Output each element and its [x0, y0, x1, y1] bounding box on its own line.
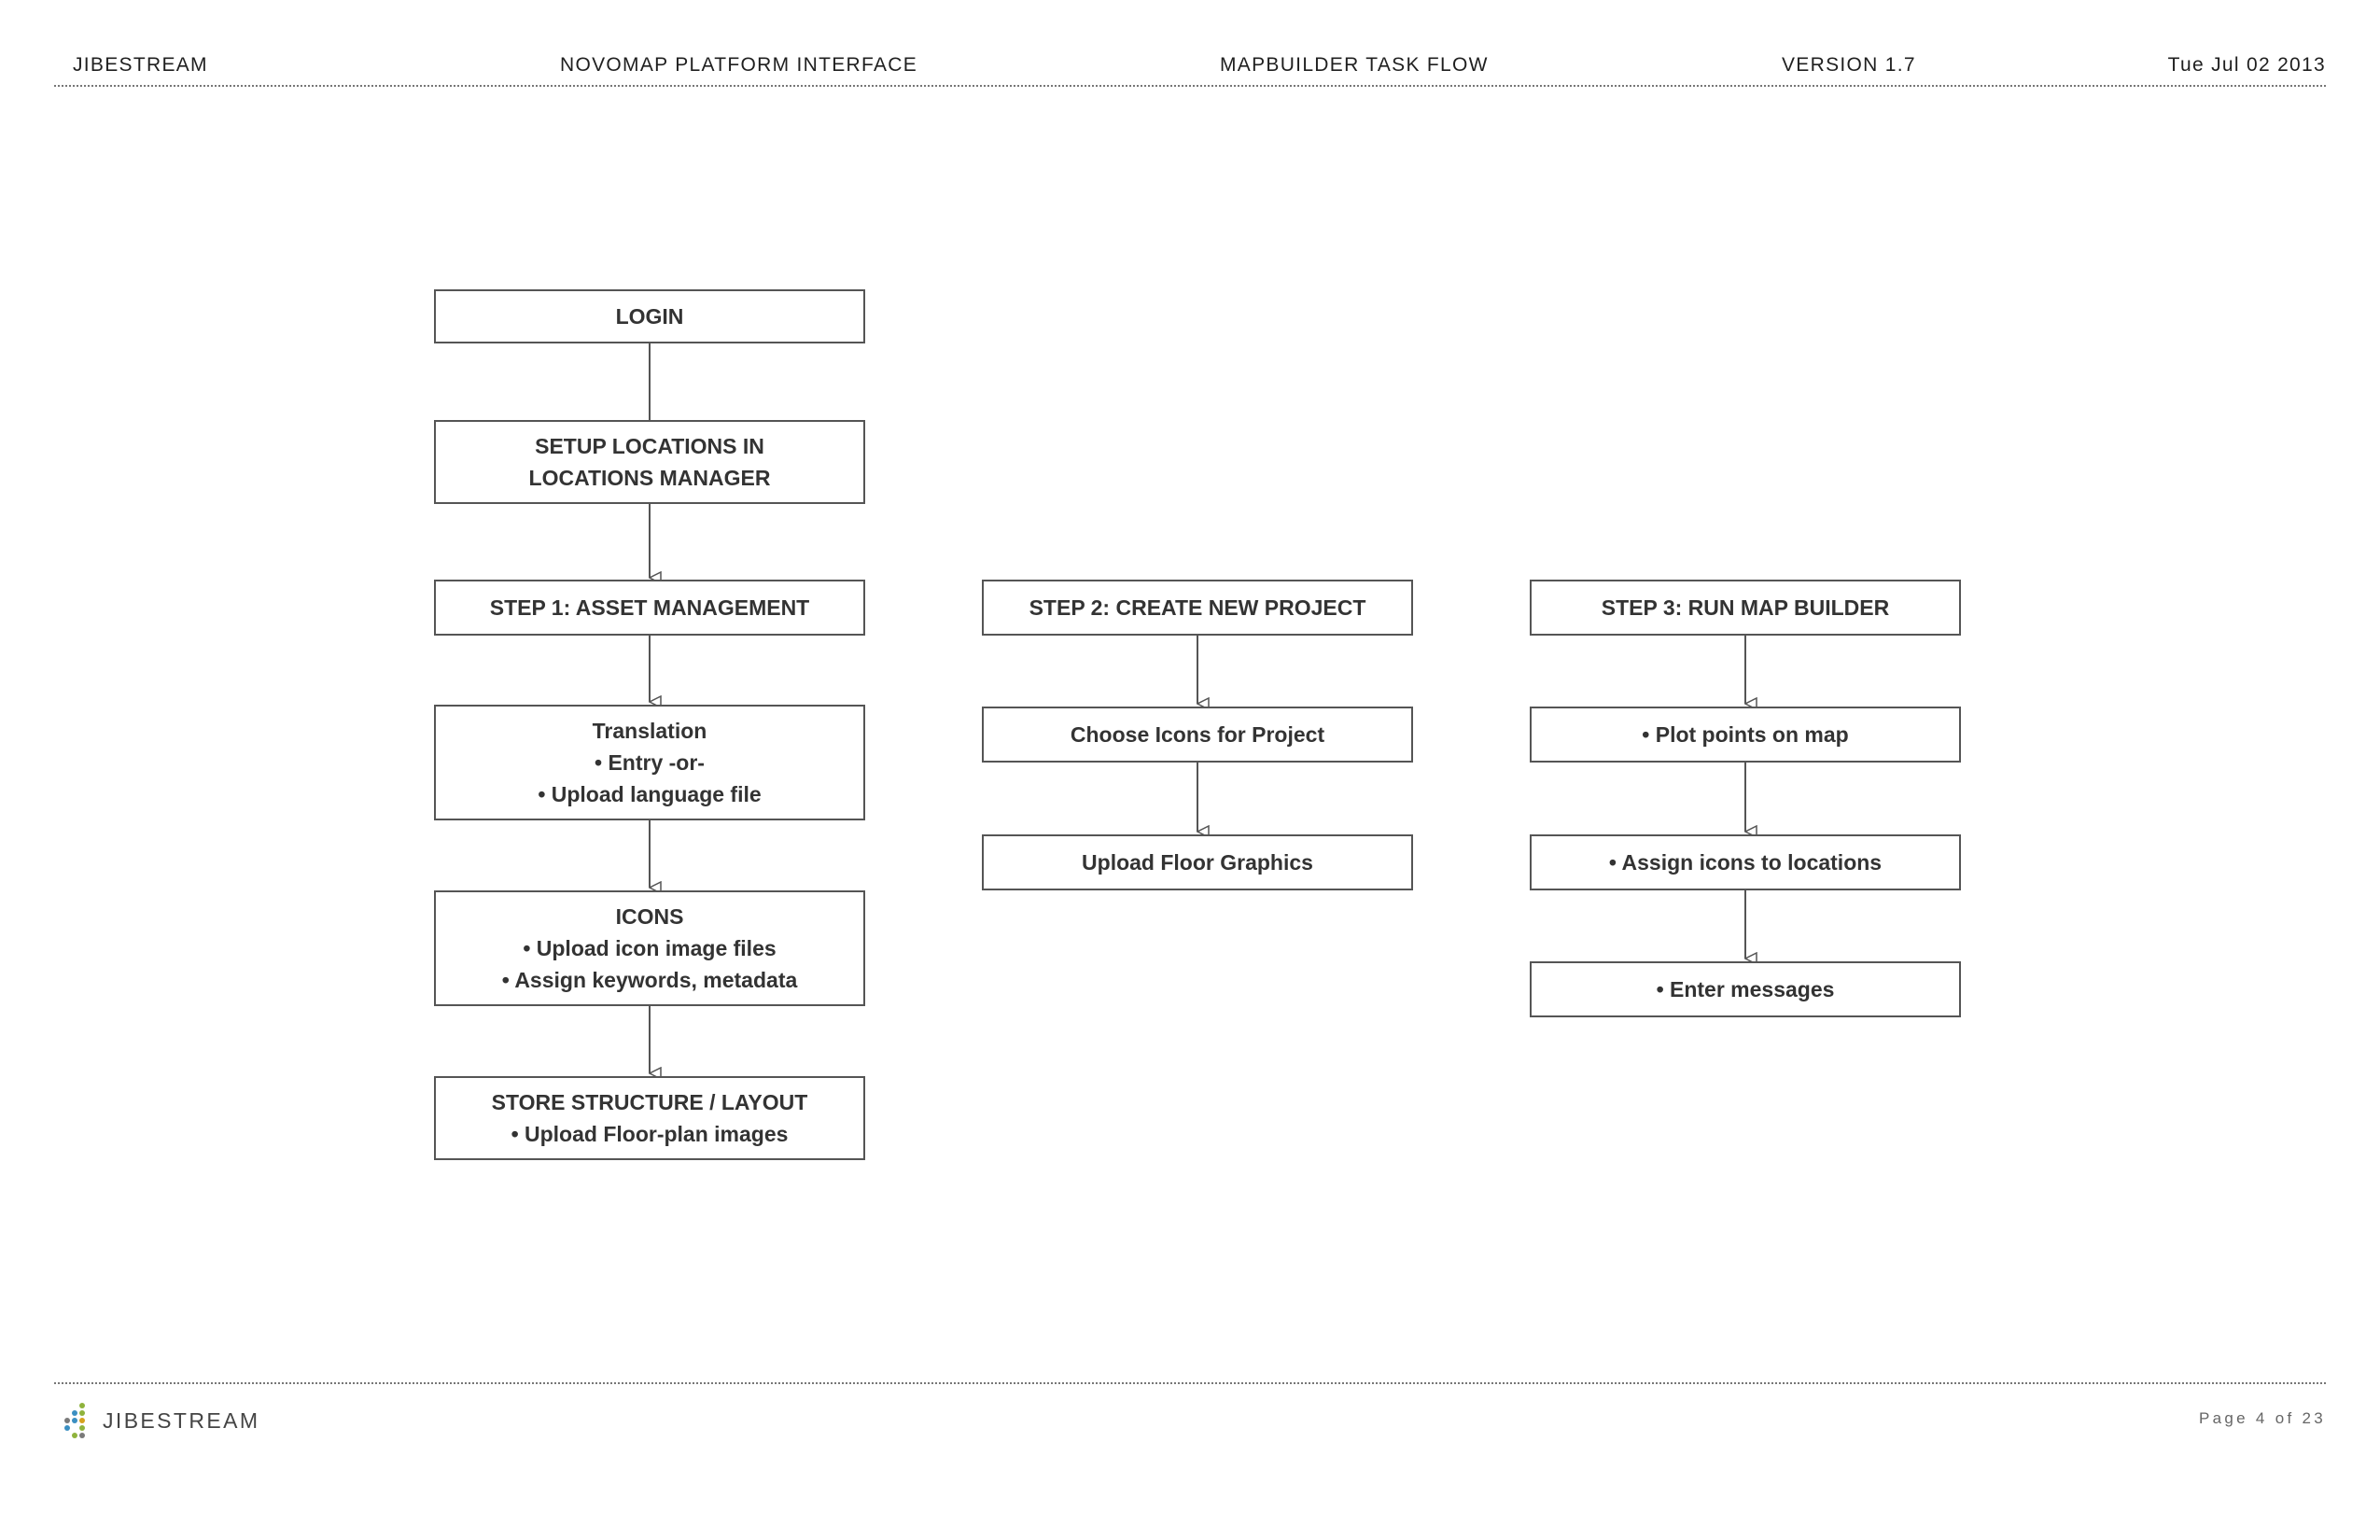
- enter-messages-label: • Enter messages: [1656, 977, 1835, 1001]
- step2-create-project-box: [982, 580, 1413, 636]
- plot-points-label: • Plot points on map: [1642, 722, 1849, 747]
- header-date: Tue Jul 02 2013: [2167, 54, 2326, 76]
- upload-floor-graphics-box: [982, 834, 1413, 890]
- translation-entry: • Entry -or-: [595, 750, 705, 775]
- jibestream-logo-icon: [62, 1402, 90, 1439]
- icons-assign-keywords: • Assign keywords, metadata: [501, 968, 798, 992]
- setup-locations-line-1: SETUP LOCATIONS IN: [535, 434, 764, 458]
- footer-logo: [62, 1402, 259, 1439]
- step1-title: STEP 1: ASSET MANAGEMENT: [489, 595, 810, 620]
- header-version: VERSION 1.7: [1782, 54, 1916, 76]
- choose-icons-label: Choose Icons for Project: [1070, 722, 1325, 747]
- login-label: LOGIN: [615, 304, 684, 329]
- step2-title: STEP 2: CREATE NEW PROJECT: [1029, 595, 1366, 620]
- enter-messages-box: [1530, 961, 1961, 1017]
- header-company: JIBESTREAM: [73, 54, 208, 76]
- header-product: NOVOMAP PLATFORM INTERFACE: [560, 54, 918, 76]
- upload-floor-graphics-label: Upload Floor Graphics: [1082, 850, 1313, 875]
- assign-icons-box: [1530, 834, 1961, 890]
- footer-divider: [54, 1382, 2326, 1384]
- step3-run-map-builder-box: [1530, 580, 1961, 636]
- translation-upload: • Upload language file: [538, 782, 762, 806]
- store-structure-box: [434, 1076, 865, 1160]
- step1-asset-management-box: [434, 580, 865, 636]
- icons-box: [434, 890, 865, 1006]
- setup-locations-box: [434, 420, 865, 504]
- store-structure-heading: STORE STRUCTURE / LAYOUT: [491, 1090, 808, 1114]
- header-doc-title: MAPBUILDER TASK FLOW: [1220, 54, 1489, 76]
- choose-icons-box: [982, 707, 1413, 763]
- translation-box: [434, 705, 865, 820]
- page-number: Page 4 of 23: [2198, 1409, 2326, 1427]
- icons-heading: ICONS: [615, 904, 684, 929]
- step3-title: STEP 3: RUN MAP BUILDER: [1601, 595, 1890, 620]
- store-structure-upload: • Upload Floor-plan images: [511, 1122, 789, 1146]
- translation-heading: Translation: [592, 719, 707, 743]
- footer-brand: JIBESTREAM: [103, 1407, 260, 1433]
- plot-points-box: [1530, 707, 1961, 763]
- login-box: [434, 289, 865, 343]
- icons-upload: • Upload icon image files: [523, 936, 777, 960]
- assign-icons-label: • Assign icons to locations: [1608, 850, 1883, 875]
- setup-locations-line-2: LOCATIONS MANAGER: [528, 466, 771, 490]
